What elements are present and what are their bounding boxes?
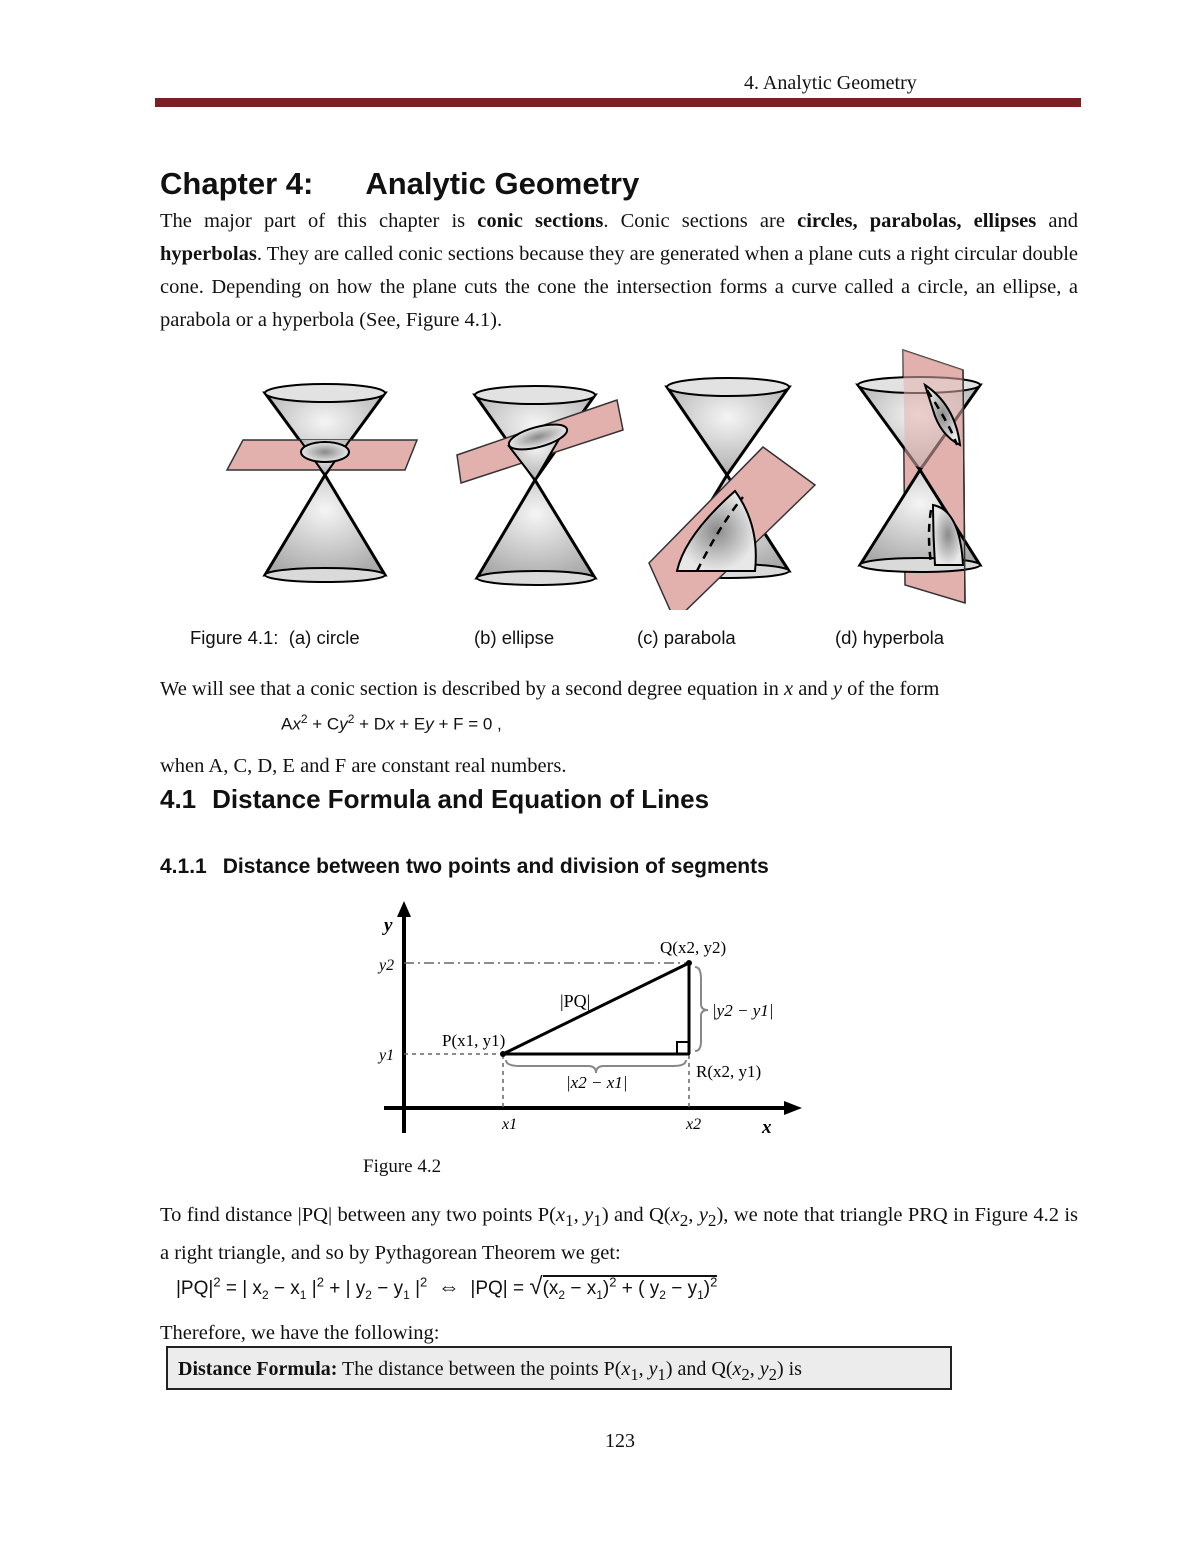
eq-part: 2 — [300, 712, 308, 726]
eq-part: = | x — [220, 1278, 262, 1299]
box-text: ) is — [776, 1358, 802, 1380]
label-PQ: |PQ| — [560, 991, 591, 1011]
figure-label: Figure 4.1: — [190, 627, 279, 648]
subscript: 2 — [679, 1211, 689, 1231]
var: y — [698, 1204, 708, 1226]
eq-part: 1 — [697, 1287, 704, 1302]
pythagorean-equation — [176, 1273, 717, 1302]
chapter-name: Analytic Geometry — [365, 166, 640, 201]
cone-hyperbola — [858, 350, 980, 603]
box-text: , — [749, 1358, 760, 1380]
eq-part: + E — [394, 714, 426, 734]
subscript: 2 — [707, 1211, 717, 1231]
brace-horizontal — [506, 1060, 686, 1073]
conic-equation-paragraph — [160, 673, 1078, 706]
y-axis-label: y — [384, 915, 393, 936]
figure-4-2-caption: Figure 4.2 — [363, 1156, 442, 1177]
eq-part: − y — [665, 1278, 698, 1299]
label-Q: Q(x2, y2) — [660, 938, 727, 957]
subscript: 2 — [741, 1365, 750, 1384]
constants-line: when A, C, D, E and F are constant real numbers. — [160, 755, 567, 777]
para-text: We will see that a conic section is described by a second degree equation in — [160, 678, 784, 700]
eq-part: = — [507, 1278, 530, 1299]
intro-text: and — [1036, 210, 1078, 232]
brace-vertical — [695, 967, 708, 1051]
general-conic-equation — [281, 712, 502, 735]
radicand — [542, 1274, 718, 1302]
subscript: 1 — [593, 1211, 602, 1231]
figure-4-1-conics — [215, 345, 995, 610]
eq-part: 2 — [213, 1274, 221, 1290]
eq-part: 2 — [710, 1274, 718, 1290]
subsection-number: 4.1.1 — [160, 855, 207, 878]
eq-part: 2 — [558, 1287, 566, 1302]
running-header: 4. Analytic Geometry — [744, 72, 917, 94]
label-R: R(x2, y1) — [696, 1062, 762, 1081]
var: x — [732, 1358, 742, 1380]
var: y — [648, 1358, 658, 1380]
subscript: 1 — [565, 1211, 574, 1231]
intro-text: . They are called conic sections because they are generated when a plane cuts a right circular double cone. Depending on how the plane cuts the cone the intersection forms a curve called a circle, an ellipse, a parabola or a hyperbola (See, Figure 4.1). — [160, 243, 1078, 331]
right-angle-marker — [677, 1042, 689, 1054]
var: y — [759, 1358, 769, 1380]
subscript: 1 — [630, 1365, 639, 1384]
chapter-label: Chapter 4: — [160, 166, 314, 201]
cone-ellipse — [457, 386, 623, 585]
eq-part: |PQ| — [470, 1278, 508, 1299]
header-rule — [155, 98, 1081, 107]
var: x — [555, 1204, 566, 1226]
eq-part: ) — [703, 1278, 711, 1299]
eq-part: − y — [371, 1278, 404, 1299]
eq-part: 2 — [347, 712, 355, 726]
para-text: , — [573, 1204, 585, 1226]
term-conic-sections: conic sections — [477, 210, 604, 232]
box-text: The distance between the points P( — [337, 1358, 622, 1380]
eq-part: A — [281, 714, 293, 734]
para-text: To find distance — [160, 1204, 298, 1226]
caption-ellipse: (b) ellipse — [474, 627, 555, 648]
eq-part: + | y — [323, 1278, 366, 1299]
tick-y1: y1 — [379, 1047, 395, 1064]
para-text: of the form — [842, 678, 940, 700]
eq-part: (x — [542, 1278, 559, 1299]
label-x-difference: |x2 − x1| — [566, 1073, 628, 1092]
pq-symbol: |PQ| — [297, 1204, 333, 1226]
eq-part: |PQ| — [176, 1278, 214, 1299]
eq-part: 1 — [299, 1287, 307, 1302]
section-title: Distance Formula and Equation of Lines — [212, 784, 710, 814]
eq-part: | — [409, 1278, 421, 1299]
caption-parabola: (c) parabola — [637, 627, 736, 648]
para-text: between any two points P( — [332, 1204, 556, 1226]
eq-part: 2 — [365, 1287, 372, 1302]
section-number: 4.1 — [160, 784, 197, 814]
eq-part: 2 — [261, 1287, 269, 1302]
caption-circle: (a) circle — [288, 627, 360, 648]
var: x — [670, 1204, 680, 1226]
eq-part: 2 — [659, 1287, 666, 1302]
eq-part: − x — [268, 1278, 300, 1299]
caption-hyperbola: (d) hyperbola — [835, 627, 945, 648]
box-text: , — [638, 1358, 649, 1380]
x-axis-label: x — [762, 1117, 772, 1138]
page-number: 123 — [605, 1430, 635, 1452]
eq-part: + D — [354, 714, 387, 734]
chapter-title — [160, 166, 639, 202]
radical-sign: √ — [529, 1273, 543, 1300]
therefore-line: Therefore, we have the following: — [160, 1322, 440, 1344]
term-circles-parabolas-ellipses: circles, parabolas, ellipses — [797, 210, 1037, 232]
eq-part: + C — [307, 714, 340, 734]
eq-part: 1 — [403, 1287, 410, 1302]
tick-x1: x1 — [502, 1116, 518, 1133]
x-axis-arrow — [784, 1101, 802, 1115]
eq-part: + ( y — [616, 1278, 660, 1299]
eq-part: 1 — [596, 1287, 603, 1302]
subscript: 2 — [768, 1365, 777, 1384]
box-text: ) and Q( — [665, 1358, 733, 1380]
eq-part: 2 — [316, 1274, 324, 1290]
cone-circle — [227, 384, 417, 582]
eq-part: 2 — [420, 1274, 428, 1290]
para-text: and — [793, 678, 833, 700]
tick-y2: y2 — [379, 957, 395, 974]
eq-part: y — [339, 714, 348, 734]
point-Q — [686, 960, 692, 966]
intro-text: The major part of this chapter is — [160, 210, 478, 232]
term-hyperbolas: hyperbolas — [160, 243, 257, 265]
eq-part: y — [425, 714, 434, 734]
subscript: 1 — [657, 1365, 666, 1384]
var-y: y — [832, 678, 843, 700]
subsection-heading — [160, 855, 769, 879]
section-heading — [160, 784, 709, 815]
var: y — [584, 1204, 594, 1226]
segment-PQ — [503, 963, 689, 1054]
y-axis-arrow — [397, 901, 411, 917]
figure-4-1-caption — [190, 627, 360, 649]
eq-part: | — [306, 1278, 317, 1299]
eq-part: 2 — [609, 1274, 617, 1290]
para-text: , — [688, 1204, 699, 1226]
figure-4-2-distance-diagram — [370, 895, 810, 1140]
para-text: ) and Q( — [601, 1204, 671, 1226]
iff-symbol: ⇔ — [437, 1274, 460, 1299]
distance-paragraph — [160, 1199, 1078, 1270]
var-x: x — [783, 678, 794, 700]
eq-part: x — [386, 714, 395, 734]
var: x — [621, 1358, 631, 1380]
eq-part: ) — [602, 1278, 610, 1299]
intro-text: . Conic sections are — [603, 210, 798, 232]
subsection-title: Distance between two points and division of segments — [222, 855, 769, 878]
cone-parabola — [649, 378, 815, 610]
label-P: P(x1, y1) — [442, 1031, 506, 1050]
label-y-difference: |y2 − y1| — [712, 1001, 774, 1020]
para-text: ), we note that triangle PRQ in Figure 4.2 is a right triangle, and so by Pythagorean Theorem we get: — [160, 1204, 1079, 1265]
formula-heading: Distance Formula: — [178, 1358, 338, 1380]
tick-x2: x2 — [686, 1116, 702, 1133]
intro-paragraph — [160, 205, 1078, 337]
eq-part: x — [292, 714, 301, 734]
distance-formula-box — [166, 1346, 952, 1390]
point-P — [500, 1051, 506, 1057]
eq-part: + F = 0 , — [433, 714, 502, 734]
eq-part: − x — [565, 1278, 597, 1299]
